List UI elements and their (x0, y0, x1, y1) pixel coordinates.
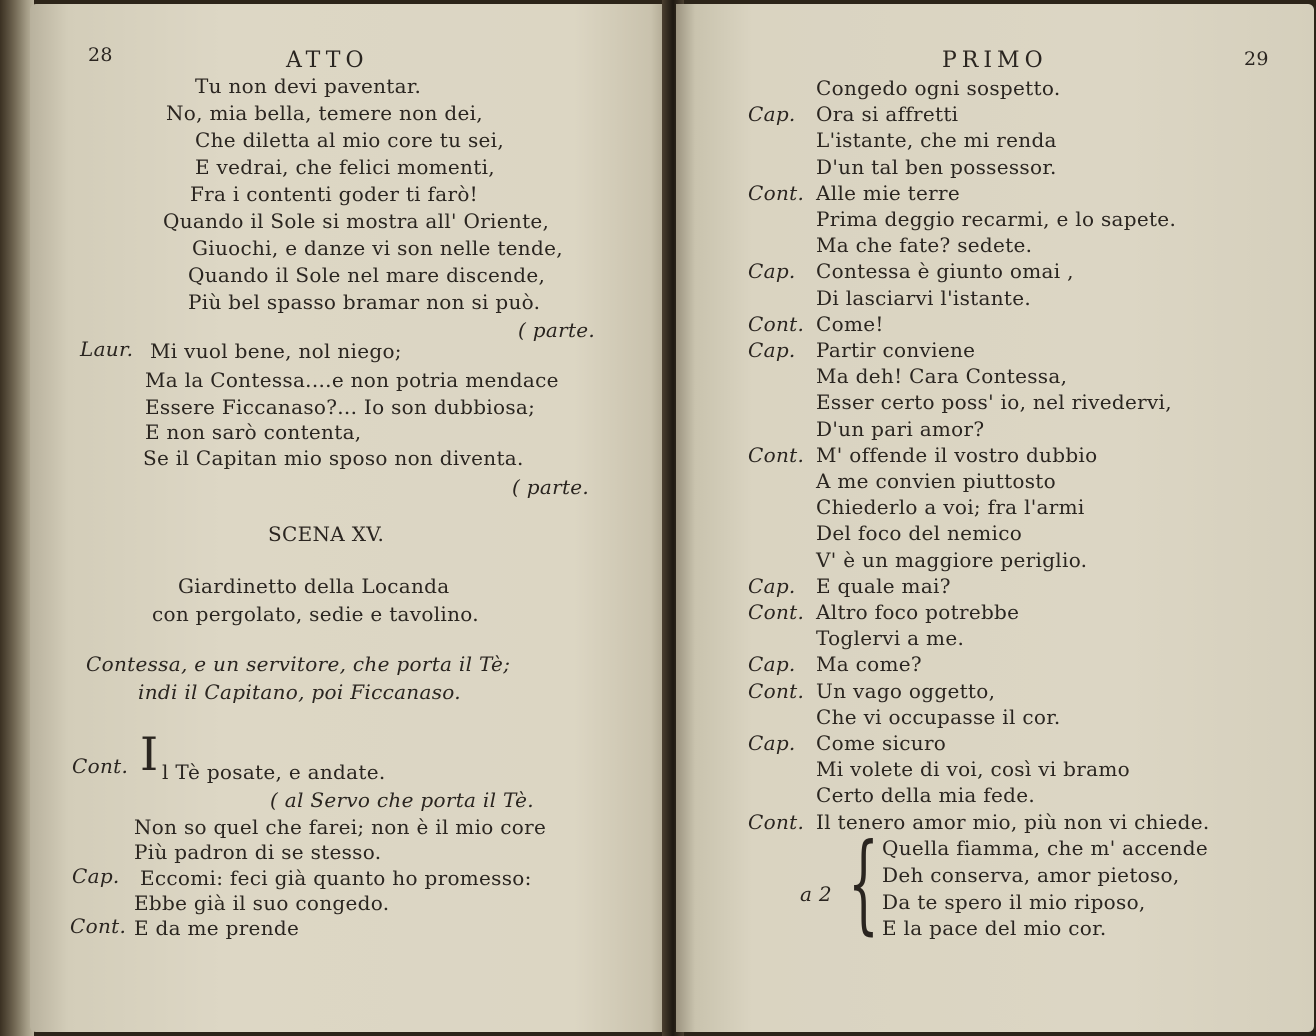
speaker-label: Laur. (80, 337, 134, 361)
left-page (30, 4, 670, 1032)
verse-line: Più bel spasso bramar non si può. (188, 290, 541, 314)
verse-line: E quale mai? (816, 574, 951, 598)
verse-line: Eccomi: feci già quanto ho promesso: (140, 866, 532, 890)
speaker-label: Cap. (748, 259, 796, 283)
verse-line: Contessa è giunto omai , (816, 259, 1074, 283)
verse-line: No, mia bella, temere non dei, (166, 101, 483, 125)
stage-direction: ( al Servo che porta il Tè. (270, 788, 534, 812)
verse-line: Come! (816, 312, 884, 336)
verse-line: Che diletta al mio core tu sei, (195, 128, 505, 152)
scene-setting: con pergolato, sedie e tavolino. (152, 602, 479, 626)
scene-title: SCENA XV. (268, 522, 385, 546)
verse-line: Quando il Sole nel mare discende, (188, 263, 546, 287)
verse-line: D'un pari amor? (816, 417, 985, 441)
speaker-label: Cap. (748, 652, 796, 676)
duet-line: E la pace del mio cor. (882, 916, 1107, 940)
verse-line: Congedo ogni sospetto. (816, 76, 1061, 100)
verse-line: Ma deh! Cara Contessa, (816, 364, 1068, 388)
verse-line: Ebbe già il suo congedo. (134, 891, 390, 915)
duet-line: Quella fiamma, che m' accende (882, 836, 1208, 860)
verse-line: Il tenero amor mio, più non vi chiede. (816, 810, 1210, 834)
verse-line: Fra i contenti goder ti farò! (190, 182, 478, 206)
speaker-label: Cont. (748, 443, 805, 467)
verse-line: Ora si affretti (816, 102, 959, 126)
speaker-label: Cont. (748, 181, 805, 205)
right-page-number: 29 (1244, 48, 1269, 70)
verse-line: V' è un maggiore periglio. (816, 548, 1088, 572)
verse-line: Ma come? (816, 652, 922, 676)
speaker-label: Cap. (748, 731, 796, 755)
speaker-label: Cont. (748, 600, 805, 624)
curly-brace-icon: { (848, 821, 879, 946)
verse-line: Giuochi, e danze vi son nelle tende, (192, 236, 563, 260)
duet-line: Da te spero il mio riposo, (882, 890, 1146, 914)
speaker-label: Cont. (70, 914, 127, 938)
speaker-label: Cap. (748, 102, 796, 126)
verse-line: Se il Capitan mio sposo non diventa. (143, 446, 524, 470)
verse-line: E da me prende (134, 916, 300, 940)
right-page (676, 4, 1314, 1032)
drop-cap: I (140, 727, 159, 781)
scene-setting: Giardinetto della Locanda (178, 574, 450, 598)
verse-line: Come sicuro (816, 731, 947, 755)
verse-line: Ma che fate? sedete. (816, 233, 1033, 257)
verse-line: Certo della mia fede. (816, 783, 1036, 807)
stage-direction: ( parte. (512, 475, 590, 499)
verse-line: M' offende il vostro dubbio (816, 443, 1098, 467)
verse-line: Mi vuol bene, nol niego; (150, 339, 402, 363)
verse-line: A me convien piuttosto (816, 469, 1056, 493)
verse-line: Chiederlo a voi; fra l'armi (816, 495, 1085, 519)
speaker-label: Cont. (748, 312, 805, 336)
verse-line: E vedrai, che felici momenti, (195, 155, 495, 179)
duet-line: Deh conserva, amor pietoso, (882, 863, 1180, 887)
scene-cast: Contessa, e un servitore, che porta il Tè; (86, 652, 511, 676)
verse-line: Tu non devi paventar. (195, 74, 422, 98)
verse-line: Non so quel che farei; non è il mio core (134, 815, 547, 839)
verse-line: D'un tal ben possessor. (816, 155, 1057, 179)
verse-line: Prima deggio recarmi, e lo sapete. (816, 207, 1177, 231)
left-page-number: 28 (88, 44, 113, 66)
verse-line: Alle mie terre (816, 181, 961, 205)
speaker-label: Cap. (72, 864, 120, 888)
verse-line: Del foco del nemico (816, 521, 1023, 545)
verse-line: l Tè posate, e andate. (162, 760, 386, 784)
verse-line: L'istante, che mi renda (816, 128, 1057, 152)
verse-line: Mi volete di voi, così vi bramo (816, 757, 1130, 781)
verse-line: Essere Ficcanaso?... Io son dubbiosa; (145, 395, 536, 419)
verse-line: Ma la Contessa....e non potria mendace (145, 368, 559, 392)
speaker-label: Cont. (748, 679, 805, 703)
right-running-head: PRIMO (942, 48, 1048, 73)
verse-line: Partir conviene (816, 338, 976, 362)
verse-line: Toglervi a me. (816, 626, 965, 650)
verse-line: Altro foco potrebbe (816, 600, 1020, 624)
verse-line: Che vi occupasse il cor. (816, 705, 1061, 729)
verse-line: Quando il Sole si mostra all' Oriente, (163, 209, 550, 233)
stage-direction: ( parte. (518, 318, 596, 342)
speaker-label: Cap. (748, 338, 796, 362)
verse-line: Esser certo poss' io, nel rivedervi, (816, 390, 1172, 414)
speaker-label: Cont. (748, 810, 805, 834)
speaker-label: Cap. (748, 574, 796, 598)
duet-label: a 2 (800, 882, 832, 906)
left-running-head: ATTO (286, 48, 369, 73)
verse-line: Un vago oggetto, (816, 679, 996, 703)
speaker-label: Cont. (72, 754, 129, 778)
verse-line: Di lasciarvi l'istante. (816, 286, 1032, 310)
verse-line: Più padron di se stesso. (134, 840, 382, 864)
scene-cast: indi il Capitano, poi Ficcanaso. (138, 680, 461, 704)
book-edge (0, 0, 34, 1036)
verse-line: E non sarò contenta, (145, 420, 362, 444)
